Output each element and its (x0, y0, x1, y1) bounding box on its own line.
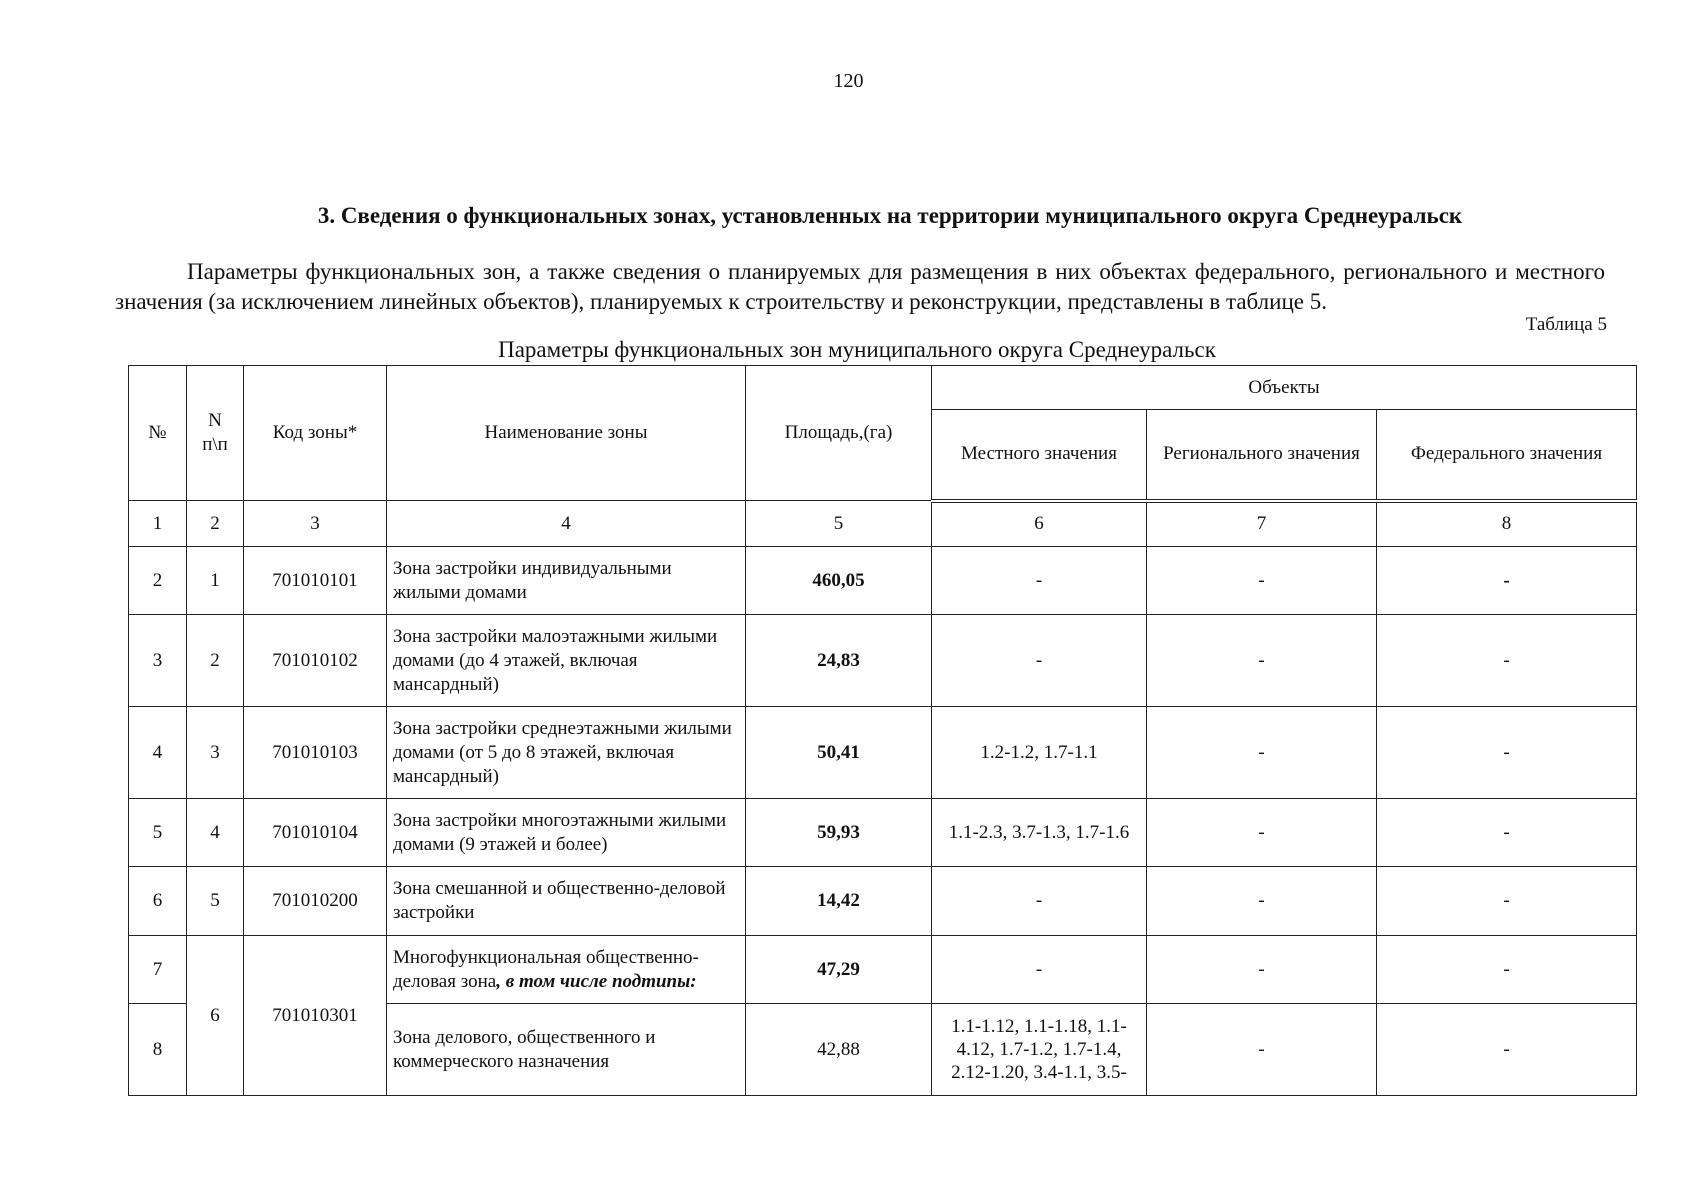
row-area: 50,41 (746, 707, 932, 799)
row-code: 701010102 (244, 615, 387, 707)
row-code: 701010101 (244, 547, 387, 615)
table-row (129, 547, 1637, 615)
row-np: 2 (187, 615, 244, 707)
row-np: 4 (187, 799, 244, 867)
row-regional: - (1147, 867, 1377, 936)
row-area: 14,42 (746, 867, 932, 936)
row-regional: - (1147, 707, 1377, 799)
header-np (187, 366, 244, 501)
header-federal: Федерального значения (1377, 410, 1637, 501)
header-np-line2: п\п (202, 434, 228, 455)
row-zone-name (387, 936, 746, 1004)
header-name: Наименование зоны (387, 366, 746, 501)
row-area: 42,88 (746, 1004, 932, 1096)
header-local: Местного значения (932, 410, 1147, 501)
row-zone-name: Зона застройки индивидуальными жилыми домами (387, 547, 746, 615)
col-number: 2 (187, 501, 244, 547)
col-number: 5 (746, 501, 932, 547)
section-title: 3. Сведения о функциональных зонах, установленных на территории муниципального округа Среднеуральск (317, 203, 1463, 228)
row-num: 3 (129, 615, 187, 707)
row-area: 47,29 (746, 936, 932, 1004)
row-np: 3 (187, 707, 244, 799)
zone-name-subtypes-note: , в том числе подтипы: (496, 970, 697, 992)
row-regional: - (1147, 547, 1377, 615)
col-number: 6 (932, 501, 1147, 547)
col-number: 1 (129, 501, 187, 547)
row-federal: - (1377, 547, 1637, 615)
row-area: 24,83 (746, 615, 932, 707)
row-num: 6 (129, 867, 187, 936)
column-numbers-row (129, 501, 1637, 547)
header-objects: Объекты (932, 366, 1637, 410)
col-number: 7 (1147, 501, 1377, 547)
row-federal: - (1377, 799, 1637, 867)
row-zone-name: Зона делового, общественного и коммерческого назначения (387, 1004, 746, 1096)
row-num: 5 (129, 799, 187, 867)
row-local: - (932, 936, 1147, 1004)
row-code: 701010103 (244, 707, 387, 799)
col-number: 3 (244, 501, 387, 547)
row-local: - (932, 867, 1147, 936)
row-area: 460,05 (746, 547, 932, 615)
row-federal: - (1377, 936, 1637, 1004)
row-local: - (932, 615, 1147, 707)
col-number: 4 (387, 501, 746, 547)
table-label: Таблица 5 (1525, 314, 1607, 335)
row-num: 4 (129, 707, 187, 799)
row-regional: - (1147, 936, 1377, 1004)
row-federal: - (1377, 615, 1637, 707)
table-row (129, 707, 1637, 799)
row-federal: - (1377, 867, 1637, 936)
row-np: 6 (187, 936, 244, 1096)
row-num: 7 (129, 936, 187, 1004)
row-code: 701010104 (244, 799, 387, 867)
row-num: 2 (129, 547, 187, 615)
table-caption: Параметры функциональных зон муниципального округа Среднеуральск (498, 337, 1216, 362)
row-regional: - (1147, 1004, 1377, 1096)
row-np: 1 (187, 547, 244, 615)
header-num: № (129, 366, 187, 501)
row-local: 1.1-1.12, 1.1-1.18, 1.1-4.12, 1.7-1.2, 1.7-1.4, 2.12-1.20, 3.4-1.1, 3.5- (932, 1004, 1147, 1096)
zones-table (128, 365, 1637, 1096)
zone-name-text: Многофункциональная общественно-деловая зона (393, 946, 699, 992)
table-row (129, 615, 1637, 707)
row-regional: - (1147, 799, 1377, 867)
row-zone-name: Зона застройки многоэтажными жилыми домами (9 этажей и более) (387, 799, 746, 867)
row-code: 701010200 (244, 867, 387, 936)
row-zone-name: Зона застройки малоэтажными жилыми домами (до 4 этажей, включая мансардный) (387, 615, 746, 707)
intro-text: Параметры функциональных зон, а также сведения о планируемых для размещения в них объектах федерального, регионального и местного значения (за исключением линейных объектов), планируемых к строительству и реконструкции, представлены в таблице 5. (115, 259, 1605, 314)
row-regional: - (1147, 615, 1377, 707)
row-zone-name: Зона смешанной и общественно-деловой застройки (387, 867, 746, 936)
row-zone-name: Зона застройки среднеэтажными жилыми домами (от 5 до 8 этажей, включая мансардный) (387, 707, 746, 799)
row-area: 59,93 (746, 799, 932, 867)
header-np-line1: N (208, 410, 222, 431)
table-row (129, 867, 1637, 936)
intro-paragraph (115, 257, 1605, 317)
row-local: - (932, 547, 1147, 615)
header-area: Площадь,(га) (746, 366, 932, 501)
table-row (129, 799, 1637, 867)
page-number: 120 (833, 70, 864, 92)
row-np: 5 (187, 867, 244, 936)
row-num: 8 (129, 1004, 187, 1096)
row-federal: - (1377, 707, 1637, 799)
header-regional: Регионального значения (1147, 410, 1377, 501)
row-code: 701010301 (244, 936, 387, 1096)
header-row-1 (129, 366, 1637, 410)
row-local: 1.2-1.2, 1.7-1.1 (932, 707, 1147, 799)
row-federal: - (1377, 1004, 1637, 1096)
col-number: 8 (1377, 501, 1637, 547)
table-row (129, 936, 1637, 1004)
row-local: 1.1-2.3, 3.7-1.3, 1.7-1.6 (932, 799, 1147, 867)
header-code: Код зоны* (244, 366, 387, 501)
